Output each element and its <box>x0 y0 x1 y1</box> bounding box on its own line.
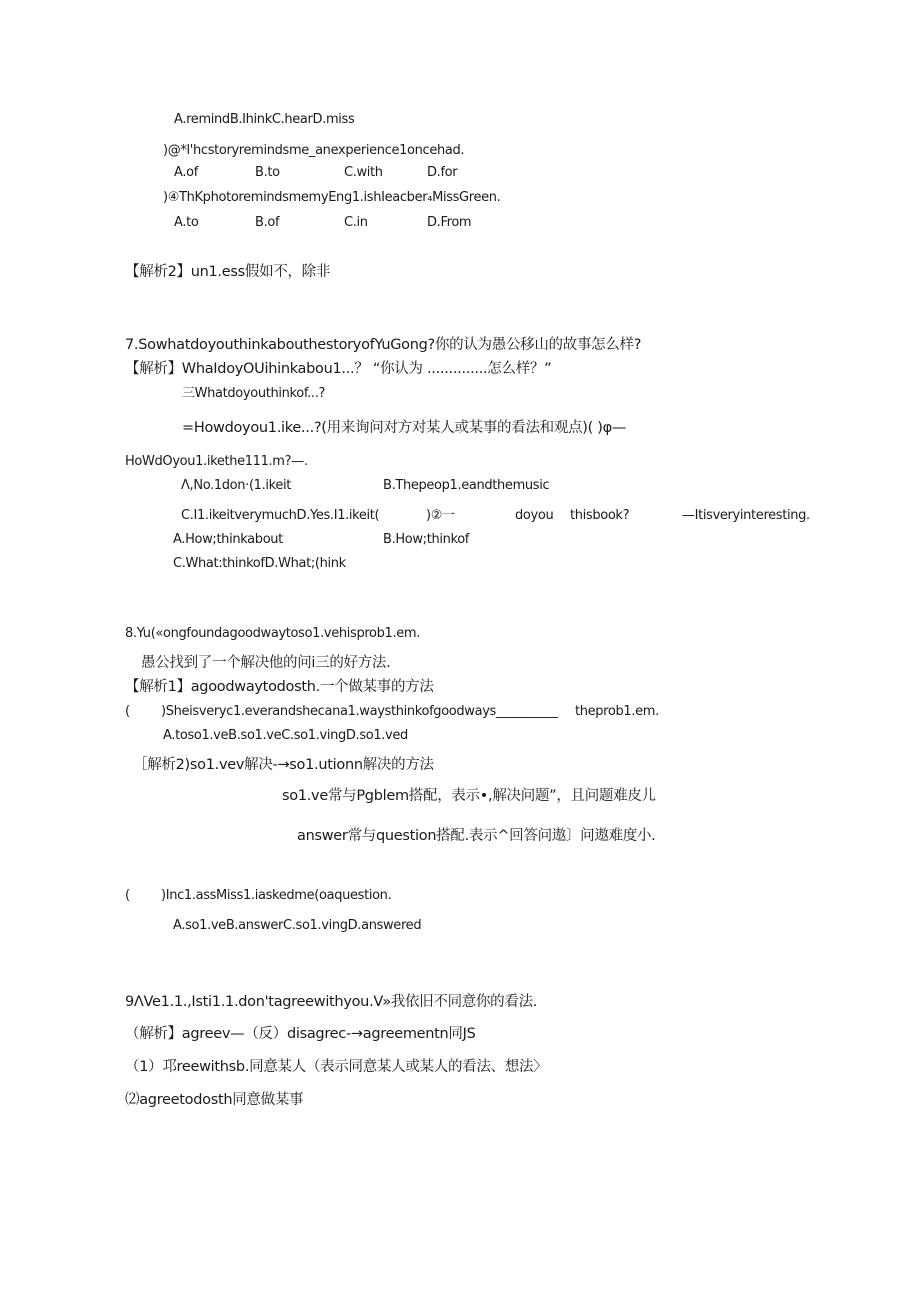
item8-q1-tail: theprob1.em. <box>575 704 659 719</box>
item7-analysis: 【解析】WhaIdoyOUihinkabou1...？ “你认为 ..............怎么样？” <box>125 361 552 377</box>
q-photo-option-d: D.From <box>427 215 472 230</box>
item8-translation: 愚公找到了一个解决他的问i三的好方法. <box>141 655 391 671</box>
q-story-stem: )@*l'hcstoryremindsme_anexperience1oncehad. <box>163 143 465 158</box>
item7-q2-doyou: doyou <box>515 508 554 523</box>
item8-q1-stem: )Sheisveryc1.everandshecana1.waysthinkofgoodways <box>161 704 496 719</box>
item8-note-solve: so1.ve常与Pgblem搭配，表示•,解决问题”，且问题难皮儿 <box>282 788 656 804</box>
item7-q1-option-b: B.Thepeop1.eandthemusic <box>383 478 550 493</box>
item8-q2-paren: ( <box>125 888 130 903</box>
item8-q2-options: A.so1.veB.answerC.so1.vingD.answered <box>173 918 422 933</box>
item8-q1-options: A.toso1.veB.so1.veC.so1.vingD.so1.ved <box>163 728 408 743</box>
item7-alt2: =Howdoyou1.ike...?(用来询问对方对某人或某事的看法和观点)( )φ— <box>182 420 627 436</box>
item7-q2-paren: )②一 <box>426 508 455 523</box>
q-story-option-a: A.of <box>174 165 198 180</box>
item7-sentence: 7.SowhatdoyouthinkabouthestoryofYuGong?你的认为愚公移山的故事怎么样? <box>125 337 642 353</box>
item7-q2-option-a: A.How;thinkabout <box>173 532 283 547</box>
item9-usage2: ⑵agreetodosth同意做某事 <box>125 1092 304 1108</box>
q-photo-stem: )④ThKphotoremindsmemyEng1.ishIeacber₄MissGreen. <box>163 190 501 205</box>
item9-sentence: 9ΛVe1.1.,Isti1.1.don'tagreewithyou.V»我依旧不同意你的看法. <box>125 994 538 1010</box>
analysis-unless: 【解析2】un1.ess假如不，除非 <box>125 264 331 280</box>
q-photo-option-b: B.of <box>255 215 280 230</box>
item9-usage1: （1）邛reewithsb.同意某人（表示同意某人或某人的看法、想法〉 <box>125 1059 548 1075</box>
item9-analysis: （解析】agreev—（反）disagrec-→agreementn同JS <box>125 1026 476 1042</box>
item7-q1-option-a: Λ,No.1don·(1.ikeit <box>181 478 292 493</box>
item8-q1-paren: ( <box>125 704 130 719</box>
item7-q2-book: thisbook? <box>570 508 630 523</box>
item8-q1-blank: __________ <box>496 704 558 719</box>
item7-q1-stem: HoWdOyou1.ikethe111.m?—. <box>125 454 308 469</box>
q-story-option-c: C.with <box>344 165 383 180</box>
item7-alt1: 三Whatdoyouthinkof...? <box>182 386 326 401</box>
q-photo-option-c: C.in <box>344 215 368 230</box>
item7-q1-option-c: C.I1.ikeitverymuchD.Yes.I1.ikeit( <box>181 508 380 523</box>
item8-analysis1: 【解析1】agoodwaytodosth.一个做某事的方法 <box>125 679 434 695</box>
q-photo-option-a: A.to <box>174 215 199 230</box>
item7-q2-answer: —Itisveryinteresting. <box>682 508 810 523</box>
q-story-option-b: B.to <box>255 165 280 180</box>
q-story-option-d: D.for <box>427 165 458 180</box>
item8-note-answer: answer常与question搭配.表示^回答问遨〕问遨难度小. <box>297 828 656 844</box>
q-options-remind: A.remindB.IhinkC.hearD.miss <box>174 112 355 127</box>
item8-q2-stem: )Inc1.assMiss1.iaskedme(oaquestion. <box>161 888 392 903</box>
item8-sentence: 8.Yu(«ongfoundagoodwaytoso1.vehisprob1.em. <box>125 626 421 641</box>
item8-analysis2: ［解析2)so1.vev解决-→so1.utionn解决的方法 <box>133 757 434 773</box>
item7-q2-option-b: B.How;thinkof <box>383 532 470 547</box>
item7-q2-option-cd: C.What:thinkofD.What;(hink <box>173 556 346 571</box>
